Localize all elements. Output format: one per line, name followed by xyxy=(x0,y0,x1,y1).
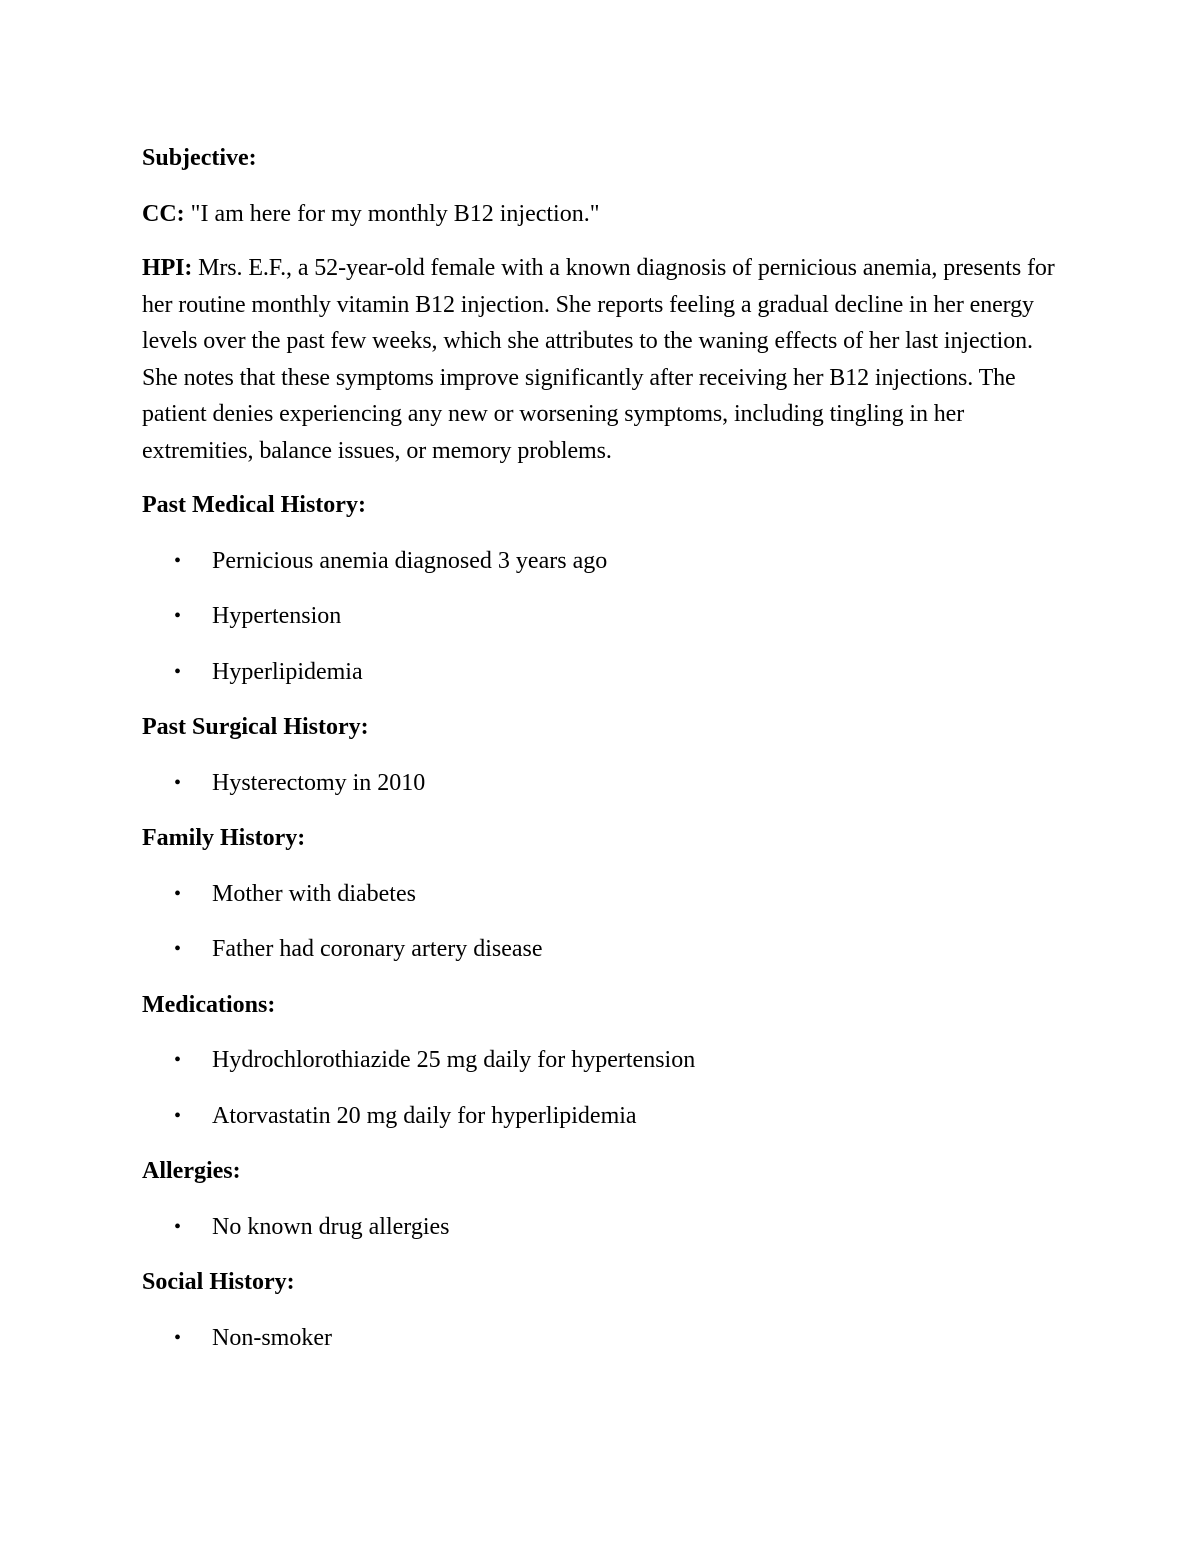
subjective-heading: Subjective: xyxy=(142,145,257,171)
family-history-heading: Family History: xyxy=(142,825,306,851)
bullet-icon: • xyxy=(174,938,182,960)
allergies-list xyxy=(142,1209,1072,1246)
hpi-label: HPI: xyxy=(142,255,193,281)
past-medical-history-list xyxy=(142,543,1072,691)
family-history-list xyxy=(142,876,1072,968)
bullet-icon: • xyxy=(174,882,182,905)
bullet-icon: • xyxy=(174,1104,182,1127)
bullet-icon: • xyxy=(174,1326,182,1349)
list-item xyxy=(142,1098,1072,1135)
social-history-heading: Social History: xyxy=(142,1269,295,1295)
bullet-icon: • xyxy=(174,771,182,794)
list-item xyxy=(142,876,1072,913)
list-item-text: Hydrochlorothiazide 25 mg daily for hypertension xyxy=(212,1047,696,1073)
list-item-text: Non-smoker xyxy=(212,1324,332,1351)
bullet-icon: • xyxy=(174,549,182,572)
list-item-text: Atorvastatin 20 mg daily for hyperlipidemia xyxy=(212,1102,637,1129)
history-of-present-illness xyxy=(142,250,1072,469)
soap-note xyxy=(142,140,1072,1375)
list-item xyxy=(142,1320,1072,1357)
list-item xyxy=(142,931,1072,968)
bullet-icon: • xyxy=(174,605,182,627)
hpi-text: Mrs. E.F., a 52-year-old female with a known diagnosis of pernicious anemia, presents for her routine monthly vitamin B12 injection. She reports feeling a gradual decline in her energy levels over the past few weeks, which she attributes to the waning effects of her last injection. She notes that these symptoms improve significantly after receiving her B12 injections. The patient denies experiencing any new or worsening symptoms, including tingling in her extremities, balance issues, or memory problems. xyxy=(142,255,1055,464)
bullet-icon: • xyxy=(174,660,182,683)
allergies-heading: Allergies: xyxy=(142,1158,241,1184)
list-item xyxy=(142,1042,1072,1079)
list-item xyxy=(142,765,1072,802)
list-item-text: Hysterectomy in 2010 xyxy=(212,769,426,796)
list-item-text: Father had coronary artery disease xyxy=(212,936,543,962)
list-item-text: Hypertension xyxy=(212,603,342,629)
medications-heading: Medications: xyxy=(142,991,276,1018)
chief-complaint xyxy=(142,196,1072,233)
list-item-text: Mother with diabetes xyxy=(212,880,416,907)
list-item-text: No known drug allergies xyxy=(212,1213,450,1240)
list-item xyxy=(142,598,1072,635)
list-item-text: Pernicious anemia diagnosed 3 years ago xyxy=(212,547,608,574)
cc-text: "I am here for my monthly B12 injection." xyxy=(184,200,600,227)
bullet-icon: • xyxy=(174,1049,182,1071)
past-medical-history-heading: Past Medical History: xyxy=(142,492,366,518)
list-item-text: Hyperlipidemia xyxy=(212,658,363,685)
social-history-list xyxy=(142,1320,1072,1357)
list-item xyxy=(142,543,1072,580)
list-item xyxy=(142,654,1072,691)
past-surgical-history-heading: Past Surgical History: xyxy=(142,714,369,740)
bullet-icon: • xyxy=(174,1215,182,1238)
past-surgical-history-list xyxy=(142,765,1072,802)
cc-label: CC: xyxy=(142,200,185,227)
medications-list xyxy=(142,1042,1072,1134)
list-item xyxy=(142,1209,1072,1246)
